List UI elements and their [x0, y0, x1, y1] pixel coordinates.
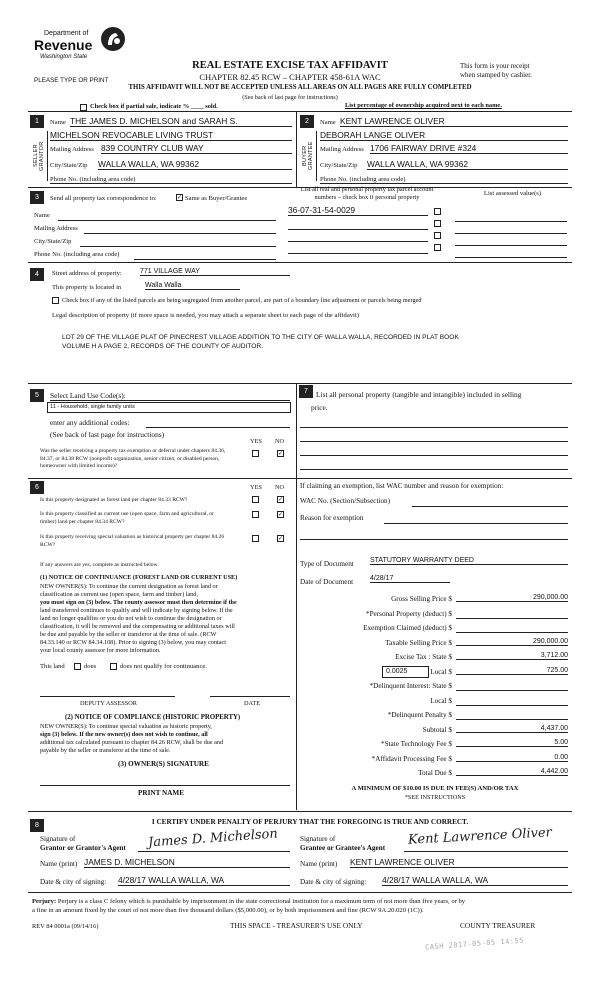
- personal-property-label-b: price.: [311, 403, 328, 412]
- local-value[interactable]: 725.00: [456, 667, 568, 675]
- notice1-i: your local county assessor for more information.: [40, 647, 161, 654]
- assessed-header: List assessed value(s): [483, 190, 542, 197]
- parcel-header2: numbers – check box if personal property: [314, 194, 420, 201]
- historic-no-checkbox[interactable]: ✓: [278, 535, 284, 542]
- perjury-text2: a fine in an amount fixed by the court of not more than five thousand dollars ($5,000.00), or by both imprisonment and fine (RCW 9A.20.020 (1C)).: [32, 907, 424, 914]
- buyer-vlabel: BUYER GRANTEE: [302, 141, 314, 171]
- personal-property-field-1[interactable]: [300, 418, 568, 428]
- wac-label: WAC No. (Section/Subsection): [300, 497, 391, 505]
- legal-label: Legal description of property (if more space is needed, you may attach a separate sheet to each page of the affidavit): [52, 312, 359, 319]
- personal-property-label-a: List all personal property (tangible and intangible) included in selling: [316, 390, 522, 399]
- partial-sale-checkbox[interactable]: [80, 104, 87, 111]
- delinquent-interest-local-label: Local $: [430, 696, 452, 705]
- gross-price-value[interactable]: 290,000.00: [456, 594, 568, 602]
- tax-row: [300, 753, 570, 768]
- this-land-label: This land: [40, 663, 65, 670]
- parcel2-personal-checkbox[interactable]: [434, 220, 441, 227]
- tax-row: [300, 724, 570, 739]
- segregated-checkbox[interactable]: [52, 297, 59, 304]
- section1-number: 1: [30, 115, 44, 128]
- land-use-label: Select Land Use Code(s):: [50, 391, 290, 401]
- dor-logo: [34, 26, 129, 66]
- print-name-label: PRINT NAME: [138, 789, 184, 797]
- exemption-claimed-value[interactable]: [456, 623, 568, 633]
- seller-name-label: Name: [50, 119, 66, 126]
- doc-date-label: Date of Document: [300, 578, 354, 586]
- grantor-name[interactable]: JAMES D. MICHELSON: [84, 857, 290, 868]
- grantor-sig-label1: Signature of: [40, 835, 76, 843]
- notice2-c: additional tax calculated pursuant to chapter 84.26 RCW, shall be due and: [40, 739, 224, 746]
- seller-name1[interactable]: THE JAMES D. MICHELSON and SARAH S.: [70, 116, 292, 127]
- assessed-value-2[interactable]: [455, 225, 567, 234]
- seller-name2[interactable]: MICHELSON REVOCABLE LIVING TRUST: [50, 130, 292, 141]
- deputy-date-label: DATE: [244, 700, 261, 707]
- notice1-e: land no longer qualifies or you do not wish to continue the designation or: [40, 615, 222, 622]
- owner-signature-label: (3) OWNER(S) SIGNATURE: [118, 760, 209, 768]
- parcel-number-3[interactable]: [288, 233, 428, 242]
- corr-name-label: Name: [34, 212, 50, 219]
- parcel-number-2[interactable]: [288, 221, 428, 230]
- tax-row: [300, 680, 570, 695]
- grantor-name-label: Name (print): [40, 860, 78, 868]
- section7-number: 7: [299, 385, 313, 398]
- exemption-claim-label: If claiming an exemption, list WAC number and reason for exemption:: [300, 482, 504, 490]
- form-title: REAL ESTATE EXCISE TAX AFFIDAVIT: [192, 60, 388, 71]
- assessed-value-4[interactable]: [455, 249, 567, 258]
- technology-fee-value[interactable]: 5.00: [456, 739, 568, 747]
- section5-no-checkbox[interactable]: ✓: [278, 450, 284, 457]
- section6-number: 6: [30, 481, 44, 494]
- personal-property-field-4[interactable]: [300, 460, 568, 470]
- perjury-notice: [32, 897, 572, 915]
- processing-fee-value[interactable]: 0.00: [456, 754, 568, 762]
- grantee-date-city[interactable]: 4/28/17 WALLA WALLA, WA: [382, 875, 568, 886]
- section5-exemption-question: Was the seller receiving a property tax exemption or deferral under chapters 84.36, 84.37, or 84.38 RCW (nonprofit organization, senior citizen, or disabled person, homeowner with limited income)?: [40, 448, 226, 469]
- seller-address-label: Mailing Address: [50, 146, 94, 153]
- grantor-signature-text: James D. Michelson: [147, 826, 279, 851]
- tax-row: [300, 767, 570, 782]
- delinquent-interest-state-value[interactable]: [456, 681, 568, 691]
- notice1-f: classification, it will be removed and the compensating or additional taxes will: [40, 623, 235, 630]
- section8-number: 8: [30, 819, 44, 832]
- q-historic: Is this property receiving special valuation as historical property per chapter 84.26 RCW?: [40, 534, 225, 548]
- processing-fee-label: *Affidavit Processing Fee $: [371, 754, 452, 763]
- technology-fee-label: *State Technology Fee $: [380, 740, 452, 748]
- grantee-name[interactable]: KENT LAWRENCE OLIVER: [350, 857, 568, 868]
- corr-name-field[interactable]: [58, 212, 276, 221]
- revenue-logo-icon: [100, 26, 126, 52]
- notice1-g: be due and payable by the seller or transferor at the time of sale. (RCW: [40, 631, 217, 638]
- notice2-title: (2) NOTICE OF COMPLIANCE (HISTORIC PROPERTY): [65, 714, 241, 721]
- buyer-address-label: Mailing Address: [320, 146, 364, 153]
- additional-codes-field[interactable]: [146, 418, 290, 428]
- buyer-city[interactable]: WALLA WALLA, WA 99362: [367, 159, 568, 170]
- section5-no: NO: [275, 438, 285, 445]
- legal-desc-1[interactable]: LOT 29 OF THE VILLAGE PLAT OF PINECREST VILLAGE ADDITION TO THE CITY OF WALLA WALLA, RECORDED IN PLAT BOOK: [62, 334, 459, 341]
- grantor-signature[interactable]: [138, 826, 290, 852]
- section5-yes: YES: [250, 438, 262, 445]
- please-type: PLEASE TYPE OR PRINT: [34, 77, 109, 84]
- q-current-use: Is this property classified as current use (open space, farm and agricultural, or timber) land per chapter 84.34 RCW?: [40, 511, 214, 525]
- parcel4-personal-checkbox[interactable]: [434, 244, 441, 251]
- tax-calc-block: [300, 593, 570, 782]
- notice2-d: payable by the seller or transferor at the time of sale.: [40, 747, 171, 754]
- doc-type[interactable]: STATUTORY WARRANTY DEED: [370, 557, 568, 565]
- doc-type-label: Type of Document: [300, 560, 354, 568]
- subtotal-label: Subtotal $: [422, 725, 452, 734]
- perjury-text1: Perjury is a class C felony which is punishable by imprisonment in the state correctional institution for a maximum term of not more than five years, or by: [57, 898, 466, 905]
- tax-row: [300, 637, 570, 652]
- tax-row: [300, 608, 570, 623]
- street-address[interactable]: 771 VILLAGE WAY: [140, 268, 290, 276]
- reason-field-1[interactable]: [384, 514, 568, 524]
- grantor-date-label: Date & city of signing:: [40, 878, 107, 886]
- corr-city-label: City/State/Zip: [34, 238, 72, 245]
- notice2-a: NEW OWNER(S): To continue special valuation as historic property,: [40, 723, 212, 730]
- delinquent-interest-state-label: *Delinquent Interest: State $: [369, 682, 452, 690]
- parcel1-personal-checkbox[interactable]: [434, 208, 441, 215]
- see-instructions-note: *SEE INSTRUCTIONS: [404, 794, 466, 801]
- legal-desc-2[interactable]: VOLUME H A PAGE 2, RECORDS OF THE COUNTY OF AUDITOR.: [62, 343, 264, 350]
- tax-row: [300, 709, 570, 724]
- section4-number: 4: [30, 268, 44, 281]
- ownership-note: List percentage of ownership acquired next to each name.: [345, 102, 502, 109]
- corr-phone-field[interactable]: [134, 251, 276, 260]
- section2-number: 2: [300, 115, 314, 128]
- reason-label: Reason for exemption: [300, 514, 364, 522]
- same-as-buyer-checkbox[interactable]: ✓: [177, 194, 183, 201]
- see-back: (See back of last page for instructions): [242, 94, 338, 101]
- corr-phone-label: Phone No. (including area code): [34, 251, 120, 258]
- taxable-price-value[interactable]: 290,000.00: [456, 638, 568, 646]
- q-forest-land: Is this property designated as forest land per chapter 84.33 RCW?: [40, 497, 188, 503]
- section5-yes-checkbox[interactable]: [252, 450, 259, 457]
- minimum-due-note: A MINIMUM OF $10.00 IS DUE IN FEE(S) AND/OR TAX: [351, 785, 519, 792]
- notice2-b: sign (3) below. If the new owner(s) does not wish to continue, all: [40, 731, 208, 738]
- deputy-assessor-label: DEPUTY ASSESSOR: [80, 700, 137, 707]
- section6-yes: YES: [250, 484, 262, 491]
- grantee-signature[interactable]: [404, 825, 568, 852]
- personal-property-deduct-value[interactable]: [456, 609, 568, 619]
- same-as-buyer-label: Same as Buyer/Grantee: [185, 195, 248, 202]
- tax-row: [300, 593, 570, 608]
- grantee-date-label: Date & city of signing:: [300, 878, 367, 886]
- street-label: Street address of property:: [52, 270, 122, 277]
- grantor-date-city[interactable]: 4/28/17 WALLA WALLA, WA: [118, 875, 290, 886]
- parcel-header1: List all real and personal property tax parcel account: [300, 186, 434, 193]
- certify-statement: I CERTIFY UNDER PENALTY OF PERJURY THAT THE FOREGOING IS TRUE AND CORRECT.: [151, 818, 469, 826]
- seller-city[interactable]: WALLA WALLA, WA 99362: [98, 159, 292, 170]
- corr-address-label: Mailing Address: [34, 225, 78, 232]
- dept-line1: Department of: [44, 30, 89, 37]
- buyer-name-label: Name: [320, 119, 336, 126]
- exemption-claimed-label: Exemption Claimed (deduct) $: [363, 624, 452, 632]
- excise-state-label: Excise Tax : State $: [395, 653, 452, 661]
- current-use-yes-checkbox[interactable]: [252, 511, 259, 518]
- wac-field[interactable]: [412, 497, 568, 507]
- grantee-sig-label2: Grantee or Grantee's Agent: [300, 844, 386, 852]
- located-label: This property is located in: [52, 284, 122, 291]
- receipt-note2: when stamped by cashier.: [460, 71, 532, 79]
- tax-row: [300, 666, 570, 681]
- assessed-value-1[interactable]: [455, 213, 567, 222]
- section5-see-back: (See back of last page for instructions): [50, 430, 165, 439]
- section5-number: 5: [30, 389, 44, 402]
- personal-property-field-2[interactable]: [300, 432, 568, 442]
- receipt-note1: This form is your receipt: [460, 62, 530, 70]
- notice1-d: land transferred continues to qualify and will indicate by signing below. If the: [40, 607, 233, 614]
- seller-vlabel: SELLER GRANTOR: [33, 141, 45, 171]
- current-use-no-checkbox[interactable]: ✓: [278, 511, 284, 518]
- forest-yes-checkbox[interactable]: [252, 496, 259, 503]
- delinquent-penalty-value[interactable]: [456, 710, 568, 720]
- does-label: does: [84, 663, 97, 670]
- segregated-label: Check box if any of the listed parcels are being segregated from another parcel, are part of a boundary line adjustment or parcels being merged: [62, 297, 422, 304]
- land-use-select[interactable]: 11 - Household, single family units: [47, 402, 291, 413]
- delinquent-penalty-label: *Delinquent Penalty $: [387, 711, 452, 719]
- seller-city-label: City/State/Zip: [50, 162, 88, 169]
- form-chapter: CHAPTER 82.45 RCW – CHAPTER 458-61A WAC: [199, 72, 381, 82]
- located-city[interactable]: Walla Walla: [145, 282, 240, 290]
- notice1-c: you must sign on (3) below. The county assessor must then determine if the: [40, 599, 237, 606]
- grantor-sig-label2: Grantor or Grantor's Agent: [40, 844, 126, 852]
- perjury-label: Perjury:: [32, 898, 57, 905]
- cashier-stamp: CASH 2017-05-05 14:55: [424, 936, 525, 952]
- tax-row: [300, 738, 570, 753]
- parcel3-personal-checkbox[interactable]: [434, 232, 441, 239]
- buyer-name1[interactable]: KENT LAWRENCE OLIVER: [340, 116, 568, 127]
- buyer-address[interactable]: 1706 FAIRWAY DRIVE #324: [370, 143, 568, 154]
- partial-sale-label: Check box if partial sale, indicate % ____ sold.: [90, 103, 218, 110]
- does-not-label: does not qualify for continuance.: [120, 663, 207, 670]
- total-due-label: Total Due $: [418, 769, 452, 777]
- tax-row: [300, 651, 570, 666]
- section6-no: NO: [275, 484, 285, 491]
- buyer-name2[interactable]: DEBORAH LANGE OLIVER: [320, 130, 568, 141]
- delinquent-interest-local-value[interactable]: [456, 696, 568, 706]
- grantee-sig-label1: Signature of: [300, 835, 336, 843]
- grantee-name-label: Name (print): [300, 860, 338, 868]
- historic-yes-checkbox[interactable]: [252, 535, 259, 542]
- tax-row: [300, 622, 570, 637]
- form-warning: THIS AFFIDAVIT WILL NOT BE ACCEPTED UNLESS ALL AREAS ON ALL PAGES ARE FULLY COMPLETED: [128, 84, 472, 91]
- section3-number: 3: [30, 191, 44, 204]
- grantee-signature-text: Kent Lawrence Oliver: [407, 825, 553, 848]
- forest-no-checkbox[interactable]: ✓: [278, 496, 284, 503]
- notice1-a: NEW OWNER(S): To continue the current designation as forest land or: [40, 583, 218, 590]
- send-correspondence-label: Send all property tax correspondence to:: [50, 195, 157, 202]
- corr-address-field[interactable]: [84, 225, 276, 234]
- county-treasurer: COUNTY TREASURER: [460, 921, 536, 930]
- rev-number: REV 84 0001a (09/14/16): [32, 923, 99, 930]
- buyer-city-label: City/State/Zip: [320, 162, 358, 169]
- gross-price-label: Gross Selling Price $: [391, 595, 452, 603]
- buyer-phone[interactable]: Phone No. (including area code): [320, 176, 568, 184]
- additional-codes-label: enter any additional codes:: [50, 418, 130, 427]
- corr-city-field[interactable]: [80, 238, 276, 247]
- notice1-h: 84.33.140 or RCW 84.34.108). Prior to signing (3) below, you may contact: [40, 639, 226, 646]
- subtotal-value[interactable]: 4,437.00: [456, 725, 568, 733]
- local-label: Local $: [430, 667, 452, 676]
- treasurer-space: THIS SPACE - TREASURER'S USE ONLY: [230, 921, 363, 930]
- excise-state-value[interactable]: 3,712.00: [456, 652, 568, 660]
- parcel-number-1[interactable]: 36-07-31-54-0029: [288, 205, 428, 216]
- total-due-value[interactable]: 4,442.00: [456, 768, 568, 776]
- land-does-not-checkbox[interactable]: [110, 663, 117, 670]
- tax-row: [300, 695, 570, 710]
- parcel-number-4[interactable]: [288, 245, 428, 254]
- seller-address[interactable]: 839 COUNTRY CLUB WAY: [101, 143, 292, 154]
- assessed-value-3[interactable]: [455, 237, 567, 246]
- personal-property-field-3[interactable]: [300, 446, 568, 456]
- notice1-b: classification as current use (open space, farm and timber) land,: [40, 591, 198, 598]
- dept-line2: Revenue: [34, 37, 93, 53]
- taxable-price-label: Taxable Selling Price $: [385, 638, 452, 647]
- notice1-title: (1) NOTICE OF CONTINUANCE (FOREST LAND OR CURRENT USE): [40, 574, 238, 581]
- personal-property-deduct-label: *Personal Property (deduct) $: [365, 609, 452, 618]
- local-rate[interactable]: 0.0025: [382, 666, 429, 678]
- reason-field-2[interactable]: [300, 530, 568, 540]
- dept-line3: Washington State: [40, 54, 88, 60]
- if-yes-note: If any answers are yes, complete as instructed below.: [40, 562, 159, 568]
- seller-phone[interactable]: Phone No. (including area code): [50, 176, 292, 184]
- land-does-checkbox[interactable]: [74, 663, 81, 670]
- doc-date[interactable]: 4/28/17: [370, 575, 450, 583]
